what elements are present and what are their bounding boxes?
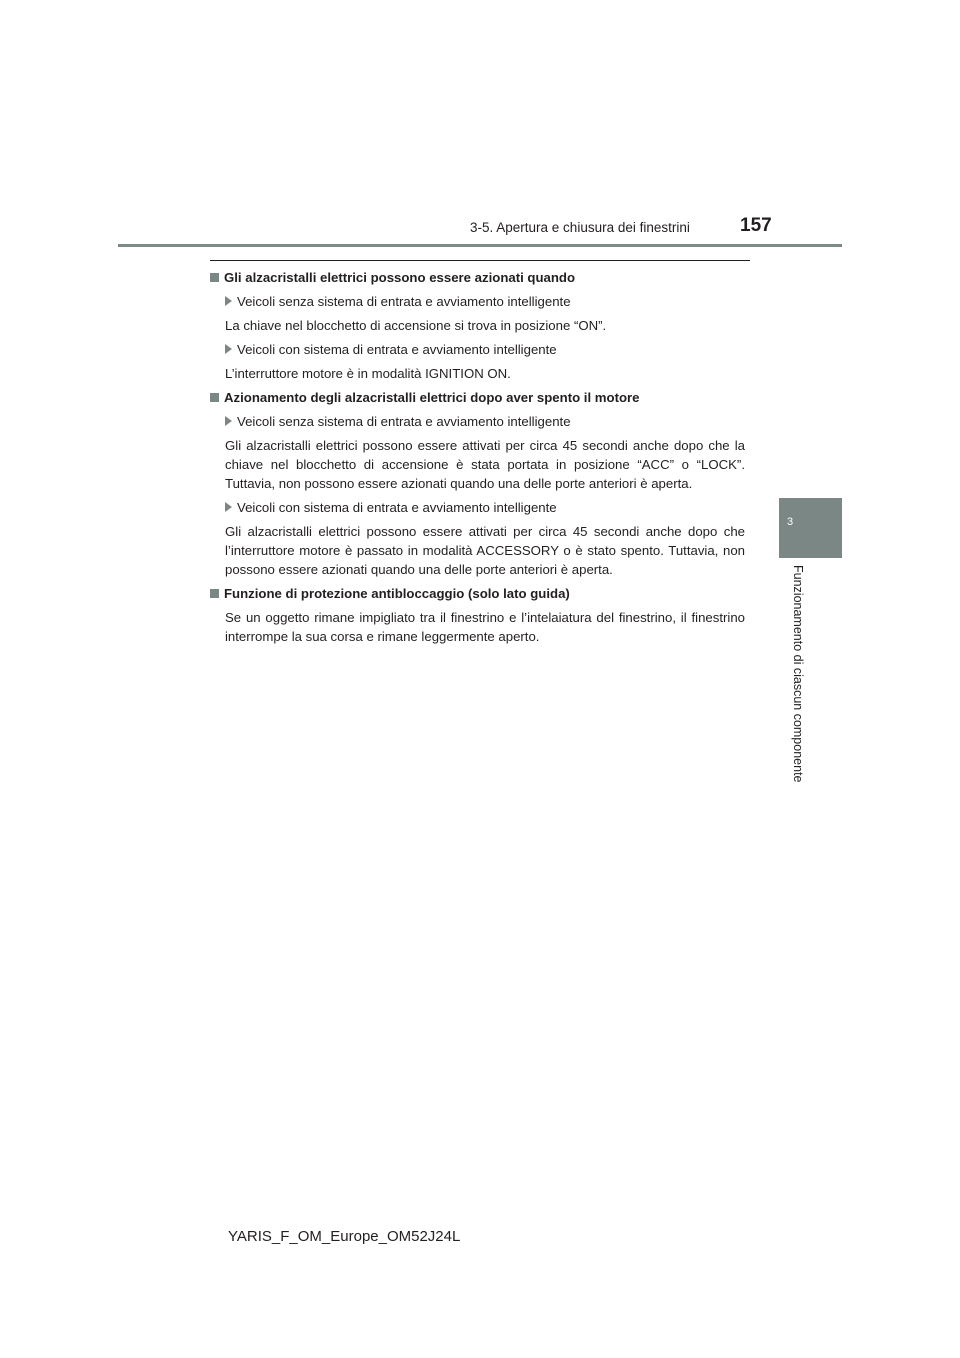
content-rule (210, 260, 750, 261)
body-paragraph: Gli alzacristalli elettrici possono essere attivati per circa 45 secondi anche dopo che l’interruttore motore è passato in modalità ACCESSORY o è stato spento. Tuttavia, non possono essere azionati quando una delle porte anteriori è aperta. (225, 524, 745, 577)
chapter-tab-number: 3 (786, 516, 794, 528)
square-bullet-icon (210, 273, 219, 282)
variant-bullet (225, 340, 745, 359)
chapter-tab (779, 498, 842, 558)
section-heading-text: Funzione di protezione antibloccaggio (solo lato guida) (224, 586, 570, 601)
variant-bullet (225, 292, 745, 311)
variant-bullet-text: Veicoli senza sistema di entrata e avviamento intelligente (237, 414, 571, 429)
document-code-footer: YARIS_F_OM_Europe_OM52J24L (228, 1228, 461, 1245)
body-paragraph: L’interruttore motore è in modalità IGNITION ON. (225, 366, 511, 381)
chapter-side-label: Funzionamento di ciascun componente (791, 565, 805, 783)
square-bullet-icon (210, 589, 219, 598)
variant-bullet-text: Veicoli senza sistema di entrata e avviamento intelligente (237, 294, 571, 309)
variant-bullet-text: Veicoli con sistema di entrata e avviamento intelligente (237, 342, 557, 357)
body-paragraph: Gli alzacristalli elettrici possono essere attivati per circa 45 secondi anche dopo che la chiave nel blocchetto di accensione è stata portata in posizione “ACC” o “LOCK”. Tuttavia, non possono essere azionati quando una delle porte anteriori è aperta. (225, 438, 745, 491)
variant-bullet-text: Veicoli con sistema di entrata e avviamento intelligente (237, 500, 557, 515)
square-bullet-icon (210, 393, 219, 402)
header-rule (118, 244, 842, 247)
section-heading (210, 388, 745, 407)
body-paragraph: Se un oggetto rimane impigliato tra il finestrino e l’intelaiatura del finestrino, il finestrino interrompe la sua corsa e rimane leggermente aperto. (225, 610, 745, 644)
variant-bullet (225, 412, 745, 431)
triangle-bullet-icon (225, 344, 232, 354)
triangle-bullet-icon (225, 416, 232, 426)
page-content (210, 268, 745, 650)
variant-bullet (225, 498, 745, 517)
section-heading (210, 584, 745, 603)
section-heading (210, 268, 745, 287)
header-section-title: 3-5. Apertura e chiusura dei finestrini (470, 220, 690, 235)
triangle-bullet-icon (225, 296, 232, 306)
body-paragraph: La chiave nel blocchetto di accensione si trova in posizione “ON”. (225, 318, 607, 333)
page-number: 157 (740, 215, 772, 236)
section-heading-text: Azionamento degli alzacristalli elettrici dopo aver spento il motore (224, 390, 640, 405)
triangle-bullet-icon (225, 502, 232, 512)
section-heading-text: Gli alzacristalli elettrici possono essere azionati quando (224, 270, 576, 285)
